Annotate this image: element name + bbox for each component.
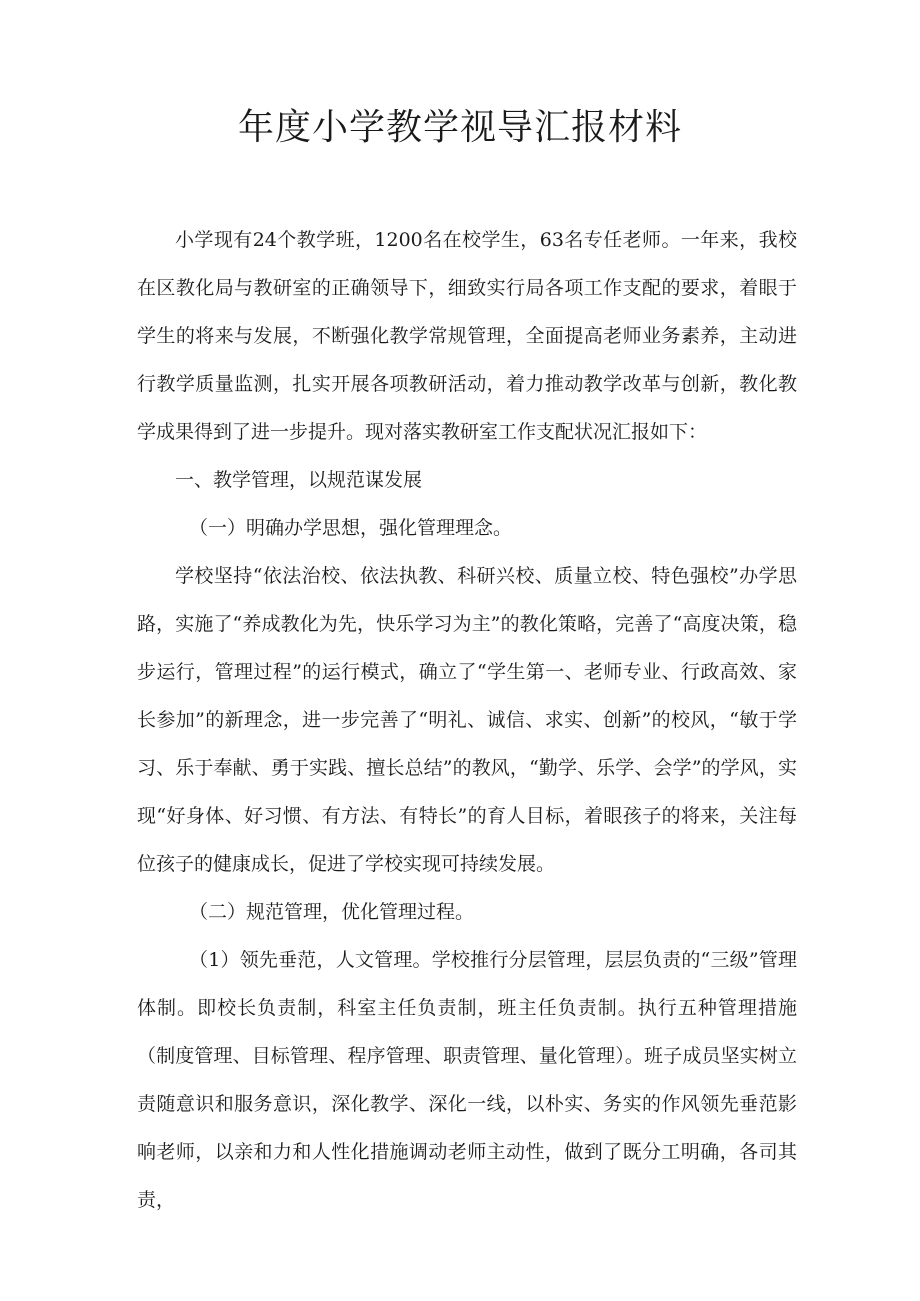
document-title: 年度小学教学视导汇报材料 [237,107,682,148]
document-body [137,216,797,1224]
section-heading-1: 一、教学管理，以规范谋发展 [175,469,423,491]
subsection-heading-1: （一）明确办学思想，强化管理理念。 [189,517,513,539]
item-paragraph-1: （1）领先垂范，人文管理。学校推行分层管理，层层负责的“三级”管理体制。即校长负责制，科室主任负责制，班主任负责制。执行五种管理措施（制度管理、目标管理、程序管理、职责管理、量化管理）。班子成员坚实树立责随意识和服务意识，深化教学、深化一线，以朴实、务实的作风领先垂范影响老师，以亲和力和人性化措施调动老师主动性，做到了既分工明确，各司其责， [137,949,797,1211]
subsection-heading-2: （二）规范管理，优化管理过程。 [189,901,475,923]
intro-paragraph: 小学现有24个教学班，1200名在校学生，63名专任老师。一年来，我校在区教化局与教研室的正确领导下，细致实行局各项工作支配的要求，着眼于学生的将来与发展，不断强化教学常规管理，全面提高老师业务素养，主动进行教学质量监测，扎实开展各项教研活动，着力推动教学改革与创新，教化教学成果得到了进一步提升。现对落实教研室工作支配状况汇报如下： [137,229,797,443]
subsection-paragraph-1: 学校坚持“依法治校、依法执教、科研兴校、质量立校、特色强校”办学思路，实施了“养成教化为先，快乐学习为主”的教化策略，完善了“高度决策，稳步运行，管理过程”的运行模式，确立了“学生第一、老师专业、行政高效、家长参加”的新理念，进一步完善了“明礼、诚信、求实、创新”的校风，“敏于学习、乐于奉献、勇于实践、擅长总结”的教风，“勤学、乐学、会学”的学风，实现“好身体、好习惯、有方法、有特长”的育人目标，着眼孩子的将来，关注每位孩子的健康成长，促进了学校实现可持续发展。 [137,565,797,875]
